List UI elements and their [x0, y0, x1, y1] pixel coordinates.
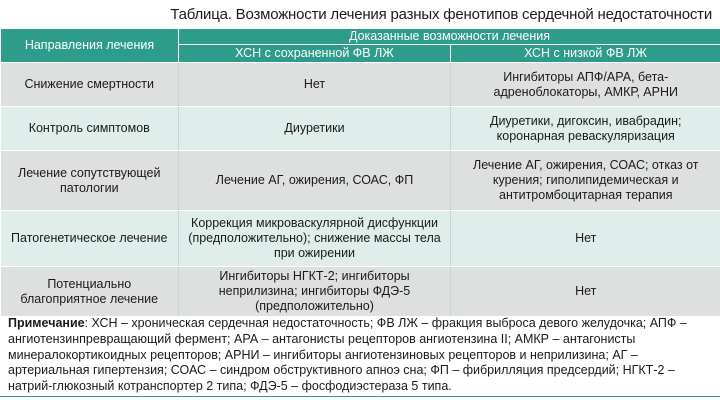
bottom-divider — [0, 396, 720, 397]
header-directions: Направления лечения — [1, 29, 179, 63]
row-preserved: Ингибиторы НГКТ-2; ингибиторы неприлизина; ингибиторы ФДЭ-5 (предположительно) — [179, 267, 451, 317]
row-reduced: Нет — [451, 211, 720, 267]
note-text: : ХСН – хроническая сердечная недостаточность; ФВ ЛЖ – фракция выброса девого желудочка; АПФ – ангиотензинпревращающий фермент; АРА – антагонисты рецепторов ангиотензина II; АМКР – антагонисты минералокортикоидных рецепторов; АРНИ – ингибиторы ангиотензиновых рецепторов и неприлизина; АГ – артериальная гипертензия; СОАС – синдром обструктивного апноэ сна; ФП – фибрилляция предсердий; НГКТ-2 – натрий-глюкозный котранспортер 2 типа; ФДЭ-5 – фосфодиэстераза 5 типа. — [8, 316, 687, 394]
row-preserved: Коррекция микроваскулярной дисфункции (предположительно); снижение массы тела при ожирении — [179, 211, 451, 267]
header-proven-options: Доказанные возможности лечения — [179, 29, 720, 45]
row-preserved: Лечение АГ, ожирения, СОАС, ФП — [179, 151, 451, 211]
header-reduced-ef: ХСН с низкой ФВ ЛЖ — [451, 45, 720, 63]
table-note — [8, 316, 714, 395]
table-title: Таблица. Возможности лечения разных фенотипов сердечной недостаточности — [170, 6, 712, 23]
row-preserved: Диуретики — [179, 107, 451, 151]
row-direction: Снижение смертности — [1, 63, 179, 107]
table-row — [1, 107, 720, 151]
header-preserved-ef: ХСН с сохраненной ФВ ЛЖ — [179, 45, 451, 63]
note-label: Примечание — [8, 316, 85, 330]
row-reduced: Ингибиторы АПФ/АРА, бета-адреноблокаторы, АМКР, АРНИ — [451, 63, 720, 107]
table-row — [1, 151, 720, 211]
row-direction: Лечение сопутствующей патологии — [1, 151, 179, 211]
table-row — [1, 63, 720, 107]
row-reduced: Нет — [451, 267, 720, 317]
row-preserved: Нет — [179, 63, 451, 107]
row-direction: Патогенетическое лечение — [1, 211, 179, 267]
row-direction: Контроль симптомов — [1, 107, 179, 151]
row-reduced: Лечение АГ, ожирения, СОАС; отказ от курения; гиполипидемическая и антитромбоцитарная терапия — [451, 151, 720, 211]
row-reduced: Диуретики, дигоксин, ивабрадин; коронарная реваскуляризация — [451, 107, 720, 151]
treatment-table — [0, 28, 720, 317]
row-direction: Потенциально благоприятное лечение — [1, 267, 179, 317]
table-row — [1, 267, 720, 317]
table-row — [1, 211, 720, 267]
